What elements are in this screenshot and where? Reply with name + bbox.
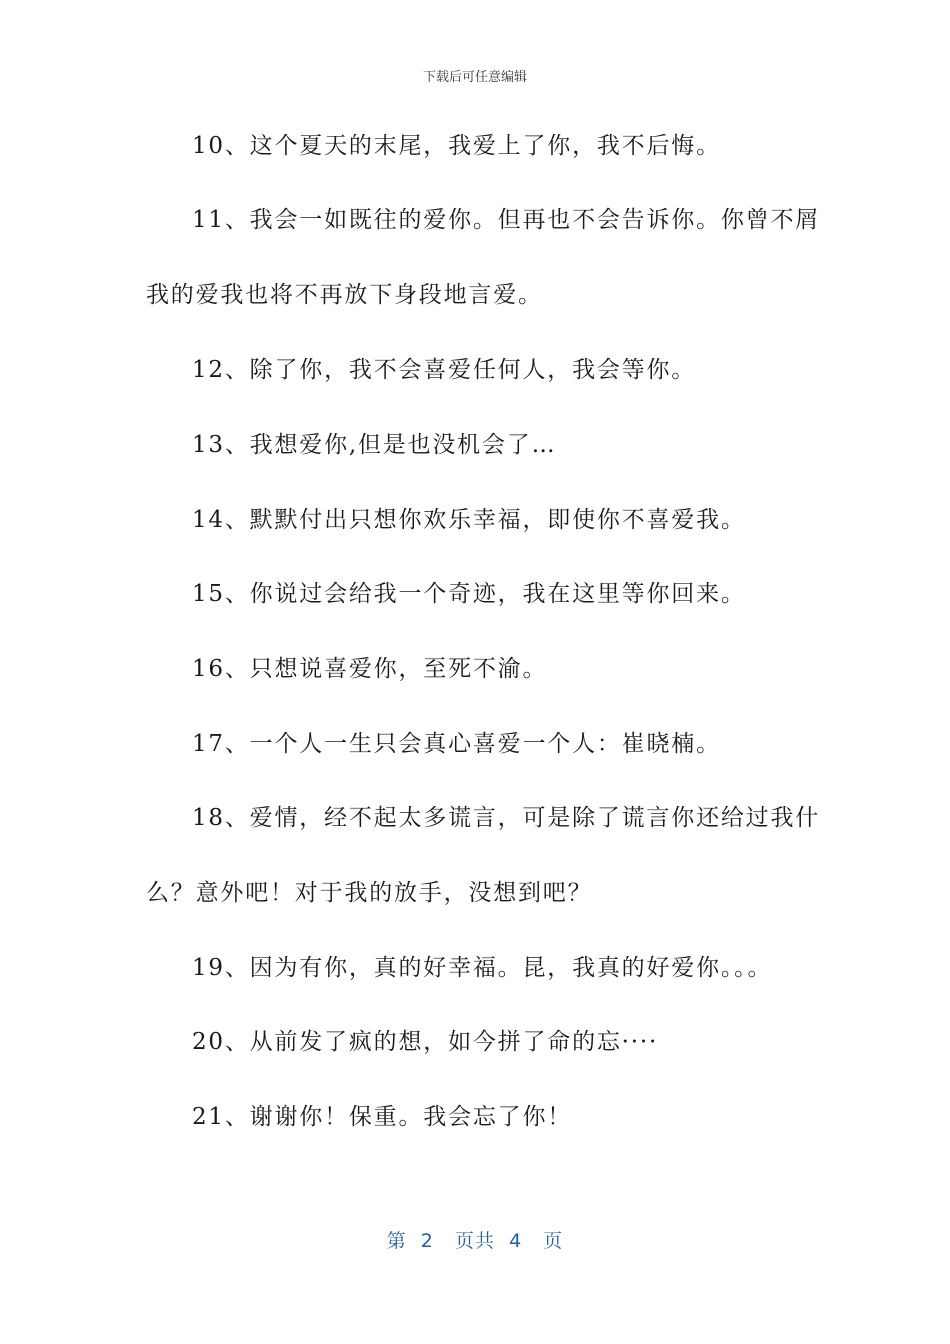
text-line: 20、从前发了疯的想，如今拼了命的忘····	[192, 1029, 659, 1055]
text-line: 12、除了你，我不会喜爱任何人，我会等你。	[192, 357, 697, 383]
text-line: 21、谢谢你！保重。我会忘了你！	[192, 1104, 573, 1130]
text-line: 16、只想说喜爱你，至死不渝。	[192, 656, 548, 682]
text-line: 17、一个人一生只会真心喜爱一个人：崔晓楠。	[192, 731, 721, 757]
text-line: 11、我会一如既往的爱你。但再也不会告诉你。你曾不屑	[192, 207, 821, 233]
text-line: 我的爱我也将不再放下身段地言爱。	[146, 282, 543, 308]
text-line: 19、因为有你，真的好幸福。昆，我真的好爱你。。。	[192, 955, 773, 981]
text-line: 么？意外吧！对于我的放手，没想到吧？	[146, 880, 593, 906]
page-number-footer: 第 2 页共 4 页	[386, 1230, 564, 1252]
text-line: 15、你说过会给我一个奇迹，我在这里等你回来。	[192, 581, 746, 607]
text-line: 13、我想爱你,但是也没机会了…	[192, 432, 557, 458]
text-line: 18、爱情，经不起太多谎言，可是除了谎言你还给过我什	[192, 805, 821, 831]
text-line: 14、默默付出只想你欢乐幸福，即使你不喜爱我。	[192, 507, 746, 533]
text-line: 10、这个夏天的末尾，我爱上了你，我不后悔。	[192, 133, 721, 159]
header-note: 下载后可任意编辑	[422, 70, 527, 85]
